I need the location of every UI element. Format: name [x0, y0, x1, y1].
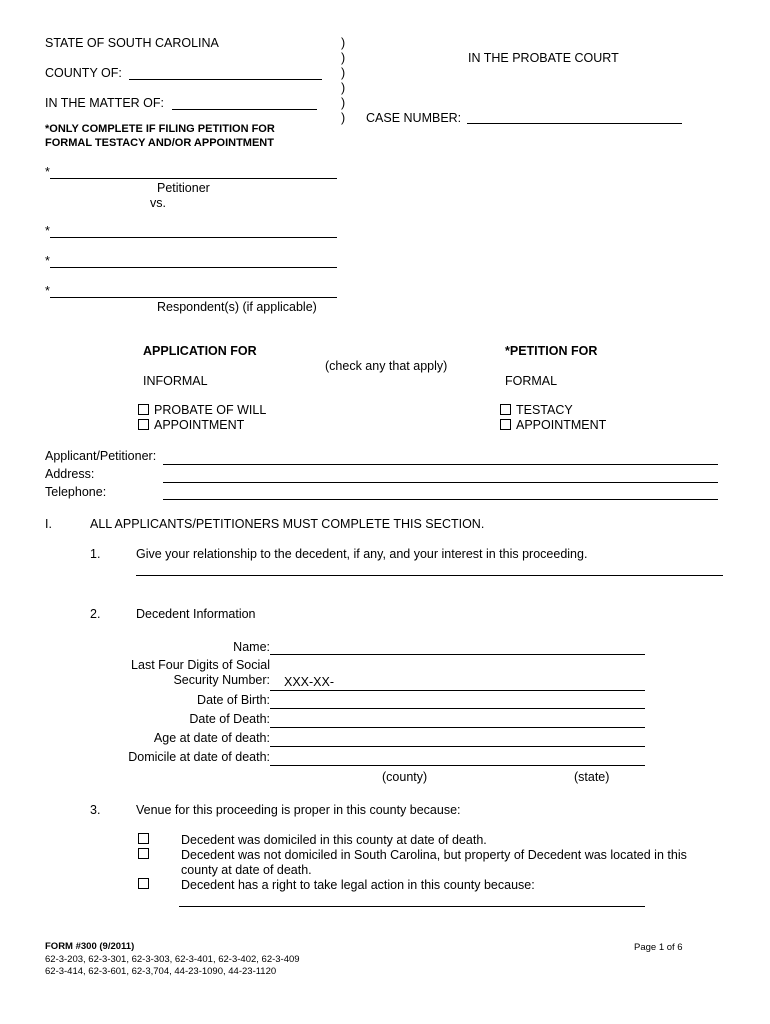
petitioner-label: Petitioner [157, 181, 210, 195]
paren: ) [341, 111, 346, 125]
respondents-label: Respondent(s) (if applicable) [157, 300, 317, 314]
venue-property-label: Decedent was not domiciled in South Carolina, but property of Decedent was located in this [181, 848, 687, 862]
statute-codes-line2: 62-3-414, 62-3-601, 62-3,704, 44-23-1090, 44-23-1120 [45, 966, 277, 977]
testacy-label: TESTACY [516, 403, 573, 417]
ssn-label-line2: Security Number: [173, 673, 270, 687]
case-number-label: CASE NUMBER: [366, 111, 462, 125]
probate-of-will-label: PROBATE OF WILL [154, 403, 267, 417]
domicile-field[interactable] [270, 765, 645, 766]
statute-codes-line1: 62-3-203, 62-3-301, 62-3-303, 62-3-401, 62-3-402, 62-3-409 [45, 954, 300, 965]
application-title: APPLICATION FOR [143, 344, 257, 358]
item2-number: 2. [90, 607, 101, 621]
petition-title: *PETITION FOR [505, 344, 598, 358]
section-number: I. [45, 517, 52, 531]
formal-label: FORMAL [505, 374, 558, 388]
legal-action-reason-field[interactable] [179, 906, 645, 907]
asterisk: * [45, 224, 50, 238]
page-number: Page 1 of 6 [634, 942, 683, 953]
section-title: ALL APPLICANTS/PETITIONERS MUST COMPLETE THIS SECTION. [90, 517, 485, 531]
probate-of-will-checkbox[interactable] [138, 404, 149, 415]
item3-text: Venue for this proceeding is proper in this county because: [136, 803, 461, 817]
dob-field[interactable] [270, 708, 645, 709]
dod-label: Date of Death: [189, 712, 270, 726]
respondent-field-3[interactable] [50, 297, 337, 298]
telephone-field[interactable] [163, 499, 718, 500]
county-field[interactable] [129, 79, 322, 80]
venue-property-checkbox[interactable] [138, 848, 149, 859]
informal-appointment-checkbox[interactable] [138, 419, 149, 430]
address-field[interactable] [163, 482, 718, 483]
paren: ) [341, 66, 346, 80]
ssn-label-line1: Last Four Digits of Social [131, 658, 270, 672]
court-label: IN THE PROBATE COURT [468, 51, 619, 65]
venue-property-label-cont: county at date of death. [181, 863, 312, 877]
dod-field[interactable] [270, 727, 645, 728]
form-id: FORM #300 (9/2011) [45, 941, 135, 952]
testacy-checkbox[interactable] [500, 404, 511, 415]
telephone-label: Telephone: [45, 485, 107, 499]
item3-number: 3. [90, 803, 101, 817]
formal-appointment-checkbox[interactable] [500, 419, 511, 430]
paren: ) [341, 36, 346, 50]
state-caption: (state) [574, 770, 610, 784]
domicile-label: Domicile at date of death: [128, 750, 270, 764]
note-line1: *ONLY COMPLETE IF FILING PETITION FOR [45, 123, 275, 135]
decedent-name-field[interactable] [270, 654, 645, 655]
asterisk: * [45, 165, 50, 179]
age-field[interactable] [270, 746, 645, 747]
formal-appointment-label: APPOINTMENT [516, 418, 607, 432]
case-number-field[interactable] [467, 123, 682, 124]
name-label: Name: [233, 640, 270, 654]
matter-label: IN THE MATTER OF: [45, 96, 164, 110]
venue-legal-action-label: Decedent has a right to take legal action in this county because: [181, 878, 535, 892]
paren: ) [341, 81, 346, 95]
paren: ) [341, 51, 346, 65]
item2-title: Decedent Information [136, 607, 256, 621]
petitioner-field[interactable] [50, 178, 337, 179]
ssn-prefix: XXX-XX- [284, 675, 335, 689]
venue-legal-action-checkbox[interactable] [138, 878, 149, 889]
asterisk: * [45, 284, 50, 298]
ssn-field[interactable] [270, 690, 645, 691]
asterisk: * [45, 254, 50, 268]
check-note: (check any that apply) [325, 359, 448, 373]
dob-label: Date of Birth: [197, 693, 270, 707]
item1-number: 1. [90, 547, 101, 561]
venue-domiciled-checkbox[interactable] [138, 833, 149, 844]
respondent-field-1[interactable] [50, 237, 337, 238]
address-label: Address: [45, 467, 95, 481]
applicant-petitioner-field[interactable] [163, 464, 718, 465]
county-caption: (county) [382, 770, 428, 784]
venue-domiciled-label: Decedent was domiciled in this county at date of death. [181, 833, 487, 847]
paren: ) [341, 96, 346, 110]
item1-text: Give your relationship to the decedent, if any, and your interest in this proceeding. [136, 547, 588, 561]
applicant-petitioner-label: Applicant/Petitioner: [45, 449, 157, 463]
county-label: COUNTY OF: [45, 66, 122, 80]
note-line2: FORMAL TESTACY AND/OR APPOINTMENT [45, 137, 274, 149]
informal-appointment-label: APPOINTMENT [154, 418, 245, 432]
respondent-field-2[interactable] [50, 267, 337, 268]
informal-label: INFORMAL [143, 374, 208, 388]
vs-label: vs. [150, 196, 166, 210]
state-label: STATE OF SOUTH CAROLINA [45, 36, 219, 50]
relationship-field[interactable] [136, 575, 723, 576]
matter-field[interactable] [172, 109, 317, 110]
age-label: Age at date of death: [153, 731, 270, 745]
